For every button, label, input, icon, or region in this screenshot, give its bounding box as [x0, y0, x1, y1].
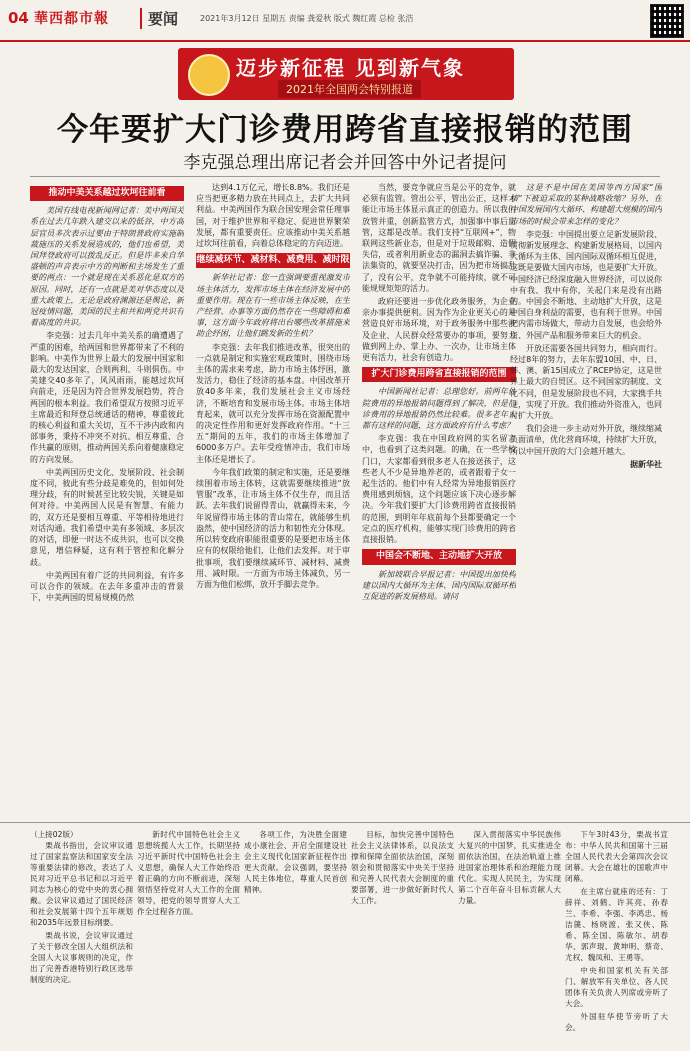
section-title: 要闻 [140, 8, 178, 29]
issue-meta: 2021年3月12日 星期五 责编 龚爱秋 版式 魏红霞 总检 张浩 [200, 14, 414, 23]
paragraph: 栗战书说，会议审议通过了关于修改全国人大组织法和全国人大议事规则的决定，作出了完善香港特别行政区选举制度的决定。 [30, 931, 133, 984]
banner-tagline: 2021年全国两会特别报道 [278, 80, 421, 98]
continuation-column-2 [137, 829, 240, 1049]
section-heading: 推动中美关系越过坎坷往前看 [30, 186, 184, 201]
article-column-4 [510, 182, 662, 818]
paragraph: 新时代中国特色社会主义思想统揽人大工作，长期坚持习近平新时代中国特色社会主义思想，确保人大工作始终沿着正确的方向不断前进，深刻领悟坚持党对人大工作的全面领导，把党的领导贯穿人大工作全过程各方面。 [137, 830, 240, 916]
page-number: 04 [8, 9, 29, 27]
continuation-column-5 [458, 829, 561, 1049]
continuation-column-1 [30, 829, 133, 1049]
article-column-3 [362, 182, 516, 818]
paragraph: 在主席台就座的还有：丁薛祥、刘鹤、许其亮、孙春兰、李希、李强、李鸿忠、杨洁篪、杨晓渡、张又侠、陈希、陈全国、陈敏尔、胡春华、郭声琨、黄坤明、蔡奇、尤权、魏凤和、王勇等。 [565, 887, 668, 962]
continuation-label: （上接02版） [30, 830, 78, 839]
newspaper-logo: 華西都市報 [34, 11, 109, 27]
continuation-column-3 [244, 829, 347, 1049]
article-column-1 [30, 182, 184, 818]
paragraph: 下午3时43分，栗战书宣布：中华人民共和国第十三届全国人民代表大会第四次会议闭幕。大会在雄壮的国歌声中闭幕。 [565, 830, 668, 883]
question-paragraph: 新华社记者：您一直强调要重视激发市场主体活力，发挥市场主体在经济发展中的重要作用。现在有一些市场主体反映，在生产经营、办事等方面仍然存在一些障碍和难事，这方面今年政府将出台哪些改革措施来助企纾困，让他们跳发新的生机？ [196, 273, 350, 339]
banner-slogan: 迈步新征程 见到新气象 [236, 56, 465, 80]
paragraph: 达到4.1万亿元，增长8.8%。我们还是应当把更多精力放在共同点上，去扩大共同利益。中美两国作为联合国安理会常任理事国，对于维护世界和平稳定、促进世界繁荣发展，都有重要责任。应该推动中美关系越过坎坷往前看，向着总体稳定的方向迈进。 [196, 183, 350, 249]
paragraph: 栗战书指出，会议审议通过了国家监察法和国家安全法等重要法律的修改，表达了人民对习近平总书记和以习近平同志为核心的党中央的衷心拥戴。会议审议通过了国民经济和社会发展第十四个五年规划和2035年远景目标纲要。 [30, 841, 133, 927]
question-paragraph: 中国新闻社记者：总理您好。前两年住院费用的异地报销问题得到了解决，但是门诊费用的异地报销仍然比较难。很多老年人都有这样的问题，这方面政府有什么考虑？ [362, 387, 516, 431]
paragraph: 当然，要竞争就应当是公平的竞争，就必须有监管。管出公平，管出公正，这样才能让市场主体显示真正的创造力。所以我们放管并重，创新监管方式，加强事中事后监管，这都是改革。我们支持“互联网+”，物联网这些新业态，但是对于垃圾邮购、造假失信，或者利用新业态的漏洞去搞诈骗、非法集资的，就要坚决打击，因为把市场搞乱了，没有公平，竞争就不可能持续，就不可能规规矩矩的活力。 [362, 183, 516, 293]
answer-paragraph: 李克强：去年我们推进改革，很突出的一点就是制定和实施宏观政策时，围绕市场主体的需求来考虑，助力市场主体纾困，激发活力，稳住了经济的基本盘。中国改革开放40多年来，我们发展社会主义市场经济，不断培育和发展市场主体。市场主体培育起来，就可以充分发挥市场在资源配置中的决定性作用和更好发挥政府作用。“十三五”期间的五年，我们的市场主体增加了6000多万户。去年受疫情冲击，我们市场主体还是增长了。 [196, 342, 350, 464]
paragraph: 外国驻华使节旁听了大会。 [565, 1012, 668, 1032]
answer-paragraph: 李克强：中国提出要立足新发展阶段、贯彻新发展理念、构建新发展格局，以国内大循环为主体、国内国际双循环相互促进，这既是要做大国内市场，也是要扩大开放。中国经济已经深度融入世界经济，可以说你中有我、我中有你，关起门来是没有出路的。中国会不断地、主动地扩大开放，这是中国自身利益的需要，也有利于世界。中国把内需市场做大，带动力自发展，也会给外资、外国产品和服务带来巨大的机会。 [510, 229, 662, 340]
paragraph: 开放还需要各国共同努力，相向而行。经过8年的努力，去年东盟10国、中、日、韩、澳、新15国成立了RCEP协定，这是世界上最大的自贸区。这不同国家的制度、文化不同，但是发展阶段也不同，大家携手共进，实现了开放。我们推动外资准入，也同时扩大开放。 [510, 343, 662, 421]
two-sessions-banner [178, 48, 514, 100]
paragraph: 政府还要进一步优化政务服务，为企业亲办事提供便利。因为作为企业更关心的是营造良好市场环境，对于政务服务中那些涉及企业、人民群众经常要办的事项，要努力做到网上办、掌上办、一次办，让市场主体更有活力，社会有创造力。 [362, 297, 516, 363]
answer-paragraph: 李克强：我在中国政府网的实名留言中，也看到了这类问题。的确，在一些学校门口，大家都看到很多老人在接送孩子，这些老人不少是异地养老的，或者跟着子女一起生活的。他们中有人经常为异地报销医疗费用感到烦恼，这个问题应该下决心逐步解决。今年我们要扩大门诊费用跨省直接报销的范围，到明年年底前每个县都要确定一个定点的医疗机构，能够实现门诊费用的跨省直接报销。 [362, 434, 516, 545]
question-paragraph: 美国有线电视新闻网记者：美中两国关系在过去几年跌入建交以来的低谷，中方高层官员多次表示过要由于特朗普政府实施制裁施压的关系发展造成的，他们也希望，美国拜登政府可以拨乱反正。但是许多来自华盛顿的声音表示中方的判断和主场发生了重要的两点：一个就是现在关系恶化是双方的原因。同时，还有一点就是美对华态度以及重大政策上，无论是政府渊源还是舆论，新冠疫情问题，美国的民主和共和两党共识有着高度的共识。 [30, 206, 184, 328]
question-paragraph: 新加坡联合早报记者：中国提出加快构建以国内大循环为主体、国内国际双循环相互促进的新发展格局。请问 [362, 569, 516, 601]
section-heading: 中国会不断地、主动地扩大开放 [362, 549, 516, 564]
continuation-column-4 [351, 829, 454, 1049]
paragraph: 深入贯彻落实中华民族伟大复兴的中国梦，扎实推进全面依法治国，在法治轨道上推进国家治理体系和治理能力现代化。实现人民民主，为实现第二个百年奋斗目标贡献人大力量。 [458, 830, 561, 905]
section-heading: 继续减环节、减材料、减费用、减时限 [196, 253, 350, 268]
continuation-section [0, 822, 690, 1051]
continuation-column-6 [565, 829, 668, 1049]
emblem-icon [188, 54, 230, 96]
section-heading: 扩大门诊费用跨省直接报销的范围 [362, 367, 516, 382]
page-header [0, 0, 690, 42]
paragraph: 各项工作，为决胜全面建成小康社会、开启全面建设社会主义现代化国家新征程作出更大贡献。会议强调，要坚持人民主体地位，尊重人民首创精神。 [244, 830, 347, 894]
divider [30, 176, 660, 177]
paragraph: 今年我们政策的制定和实施，还是要继续围着市场主体转，这就需要继续推进“放管服”改革，让市场主体不仅生存，而且活跃。去年我们说留得青山，就赢得未来，今年说留得市场主体的青山常在，就能够生机盎然，使中国经济的活力和韧性充分体现。所以转变政府职能很重要的是要把市场主体应有的权限给他们，让他们去发挥。对于审批事项，我们要继续减环节、减材料、减费用、减时限。一方面为市场主体减负，另一方面为他们松绑，放开手脚去竞争。 [196, 467, 350, 589]
headline: 今年要扩大门诊费用跨省直接报销的范围 [57, 112, 633, 148]
paragraph: 目标，加快完善中国特色社会主义法律体系，以良法支撑和保障全面依法治国，深刻领会和贯彻落实中央关于坚持和完善人民代表大会制度的重要部署，进一步做好新时代人大工作。 [351, 830, 454, 905]
qr-code-icon [650, 4, 684, 38]
subheadline: 李克强总理出席记者会并回答中外记者提问 [183, 153, 507, 173]
question-paragraph: 这是不是中国在美国等西方国家“围堵”下被迫采取的某种战略收缩？另外，在中国发展国内大循环、构建超大规模的国内市场的时候会带来怎样的变化？ [510, 183, 662, 226]
paragraph: 我们会进一步主动对外开放，继续缩减负面清单，优化营商环境，持续扩大开放，所以中国开放的大门会越开越大。 [510, 424, 662, 456]
paragraph: 中美两国有着广泛的共同利益，有许多可以合作的领域。在去年多重冲击的背景下，中美两国的贸易规模仍然 [30, 570, 184, 603]
byline: 据新华社 [630, 459, 662, 469]
paragraph: 中央和国家机关有关部门、解放军有关单位、各人民团体有关负责人列席或旁听了大会。 [565, 966, 668, 1008]
paragraph: 中美两国历史文化、发展阶段、社会制度不同，彼此有些分歧是难免的，但如何处理分歧，有的时候甚至比较尖锐，关键是如何对待。中美两国人民是有智慧、有能力的，双方还是要相互尊重、平等相待地进行对话沟通。我们希望中美有多领域、多层次的对话，即便一时达不成共识，也可以交换意见，增信释疑，这有利于管控和化解分歧。 [30, 467, 184, 567]
answer-paragraph: 李克强：过去几年中美关系的确遭遇了严重的困难，给两国和世界都带来了不利的影响。中美作为世界上最大的发展中国家和最大的发达国家，合则两利、斗则俱伤。中美建交40多年了，风风雨雨，能越过坎坷向前走，还是因为符合世界发展趋势，符合两国的根本利益。我们希望双方按照习近平主席最近和拜登总统通话的精神，尊重彼此的核心利益和重大关切，互不干涉内政和内部事务，秉持不冲突不对抗、相互尊重、合作共赢的原则，推动两国关系向着健康稳定的方向发展。 [30, 331, 184, 464]
article-column-2 [196, 182, 350, 818]
